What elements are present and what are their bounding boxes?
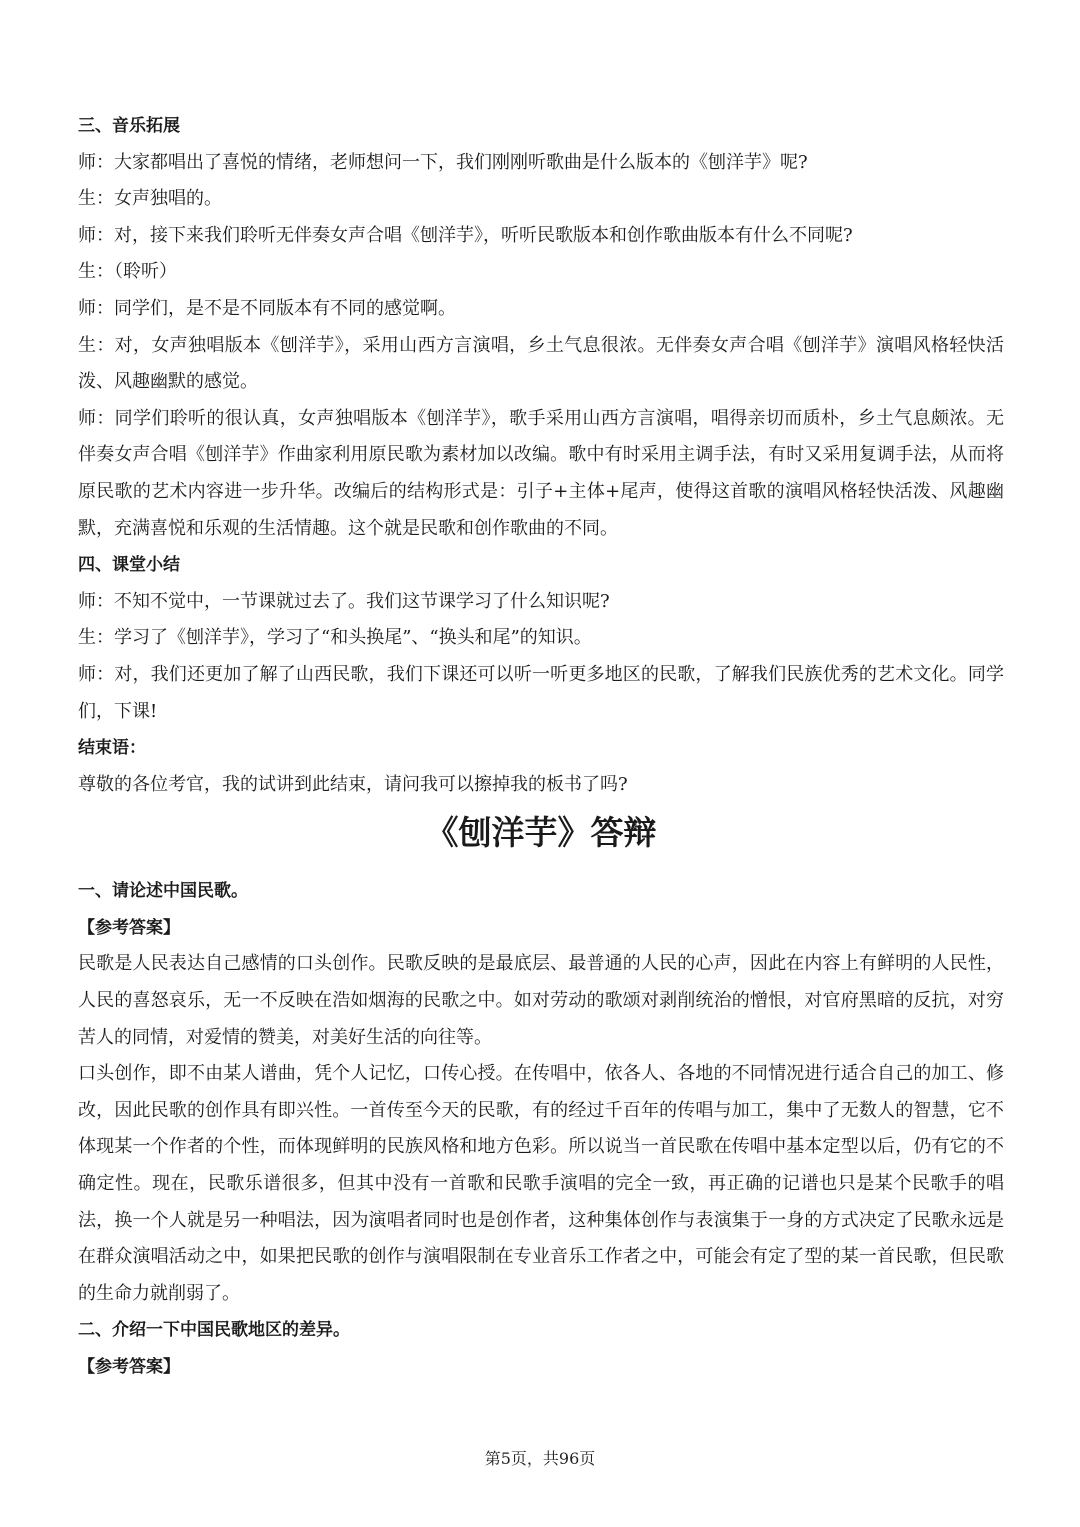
closing-text: 尊敬的各位考官，我的试讲到此结束，请问我可以擦掉我的板书了吗? [78,773,628,795]
dialogue-line: 生：女声独唱的。 [78,188,222,210]
page-content [78,108,1004,1386]
question-1: 一、请论述中国民歌。 [78,881,248,902]
dialogue-line: 师：大家都唱出了喜悦的情绪，老师想问一下，我们刚刚听歌曲是什么版本的《刨洋芋》呢? [78,151,808,173]
dialogue-line: 师：同学们，是不是不同版本有不同的感觉啊。 [78,297,456,319]
dialogue-line: 师：对，我们还更加了解了山西民歌，我们下课还可以听一听更多地区的民歌，了解我们民族优秀的艺术文化。同学们，下课! [78,663,1004,722]
closing-heading: 结束语： [78,738,146,759]
page-number: 第5页，共96页 [484,1449,596,1468]
dialogue-line: 生：（聆听） [78,261,177,283]
dialogue-line: 师：同学们聆听的很认真，女声独唱版本《刨洋芋》，歌手采用山西方言演唱，唱得亲切而质朴，乡土气息颇浓。无伴奏女声合唱《刨洋芋》作曲家利用原民歌为素材加以改编。歌中有时采用主调手法，有时又采用复调手法，从而将原民歌的艺术内容进一步升华。改编后的结构形式是：引子+主体+尾声，使得这首歌的演唱风格轻快活泼、风趣幽默，充满喜悦和乐观的生活情趣。这个就是民歌和创作歌曲的不同。 [78,407,1004,539]
section-heading-summary: 四、课堂小结 [78,555,180,576]
answer-paragraph: 民歌是人民表达自己感情的口头创作。民歌反映的是最底层、最普通的人民的心声，因此在内容上有鲜明的人民性，人民的喜怒哀乐，无一不反映在浩如烟海的民歌之中。如对劳动的歌颂对剥削统治的憎恨，对官府黑暗的反抗，对穷苦人的同情，对爱情的赞美，对美好生活的向往等。 [78,953,1004,1048]
answer-label-1: 【参考答案】 [78,917,180,938]
dialogue-line: 生：对，女声独唱版本《刨洋芋》，采用山西方言演唱，乡土气息很浓。无伴奏女声合唱《刨洋芋》演唱风格轻快活泼、风趣幽默的感觉。 [78,334,1004,393]
answer-label-2: 【参考答案】 [78,1357,180,1377]
section-heading-music-extension: 三、音乐拓展 [78,116,180,136]
answer-paragraph: 口头创作，即不由某人谱曲，凭个人记忆，口传心授。在传唱中，依各人、各地的不同情况进行适合自己的加工、修改，因此民歌的创作具有即兴性。一首传至今天的民歌，有的经过千百年的传唱与加工，集中了无数人的智慧，它不体现某一个作者的个性，而体现鲜明的民族风格和地方色彩。所以说当一首民歌在传唱中基本定型以后，仍有它的不确定性。现在，民歌乐谱很多，但其中没有一首歌和民歌手演唱的完全一致，再正确的记谱也只是某个民歌手的唱法，换一个人就是另一种唱法，因为演唱者同时也是创作者，这种集体创作与表演集于一身的方式决定了民歌永远是在群众演唱活动之中，如果把民歌的创作与演唱限制在专业音乐工作者之中，可能会有定了型的某一首民歌，但民歌的生命力就削弱了。 [78,1063,1004,1304]
question-2: 二、介绍一下中国民歌地区的差异。 [78,1320,350,1341]
defense-title: 《刨洋芋》答辩 [425,813,657,853]
dialogue-line: 师：不知不觉中，一节课就过去了。我们这节课学习了什么知识呢? [78,590,610,612]
dialogue-line: 生：学习了《刨洋芋》，学习了“和头换尾”、“换头和尾”的知识。 [78,627,592,649]
dialogue-line: 师：对，接下来我们聆听无伴奏女声合唱《刨洋芋》，听听民歌版本和创作歌曲版本有什么不同呢? [78,224,853,246]
